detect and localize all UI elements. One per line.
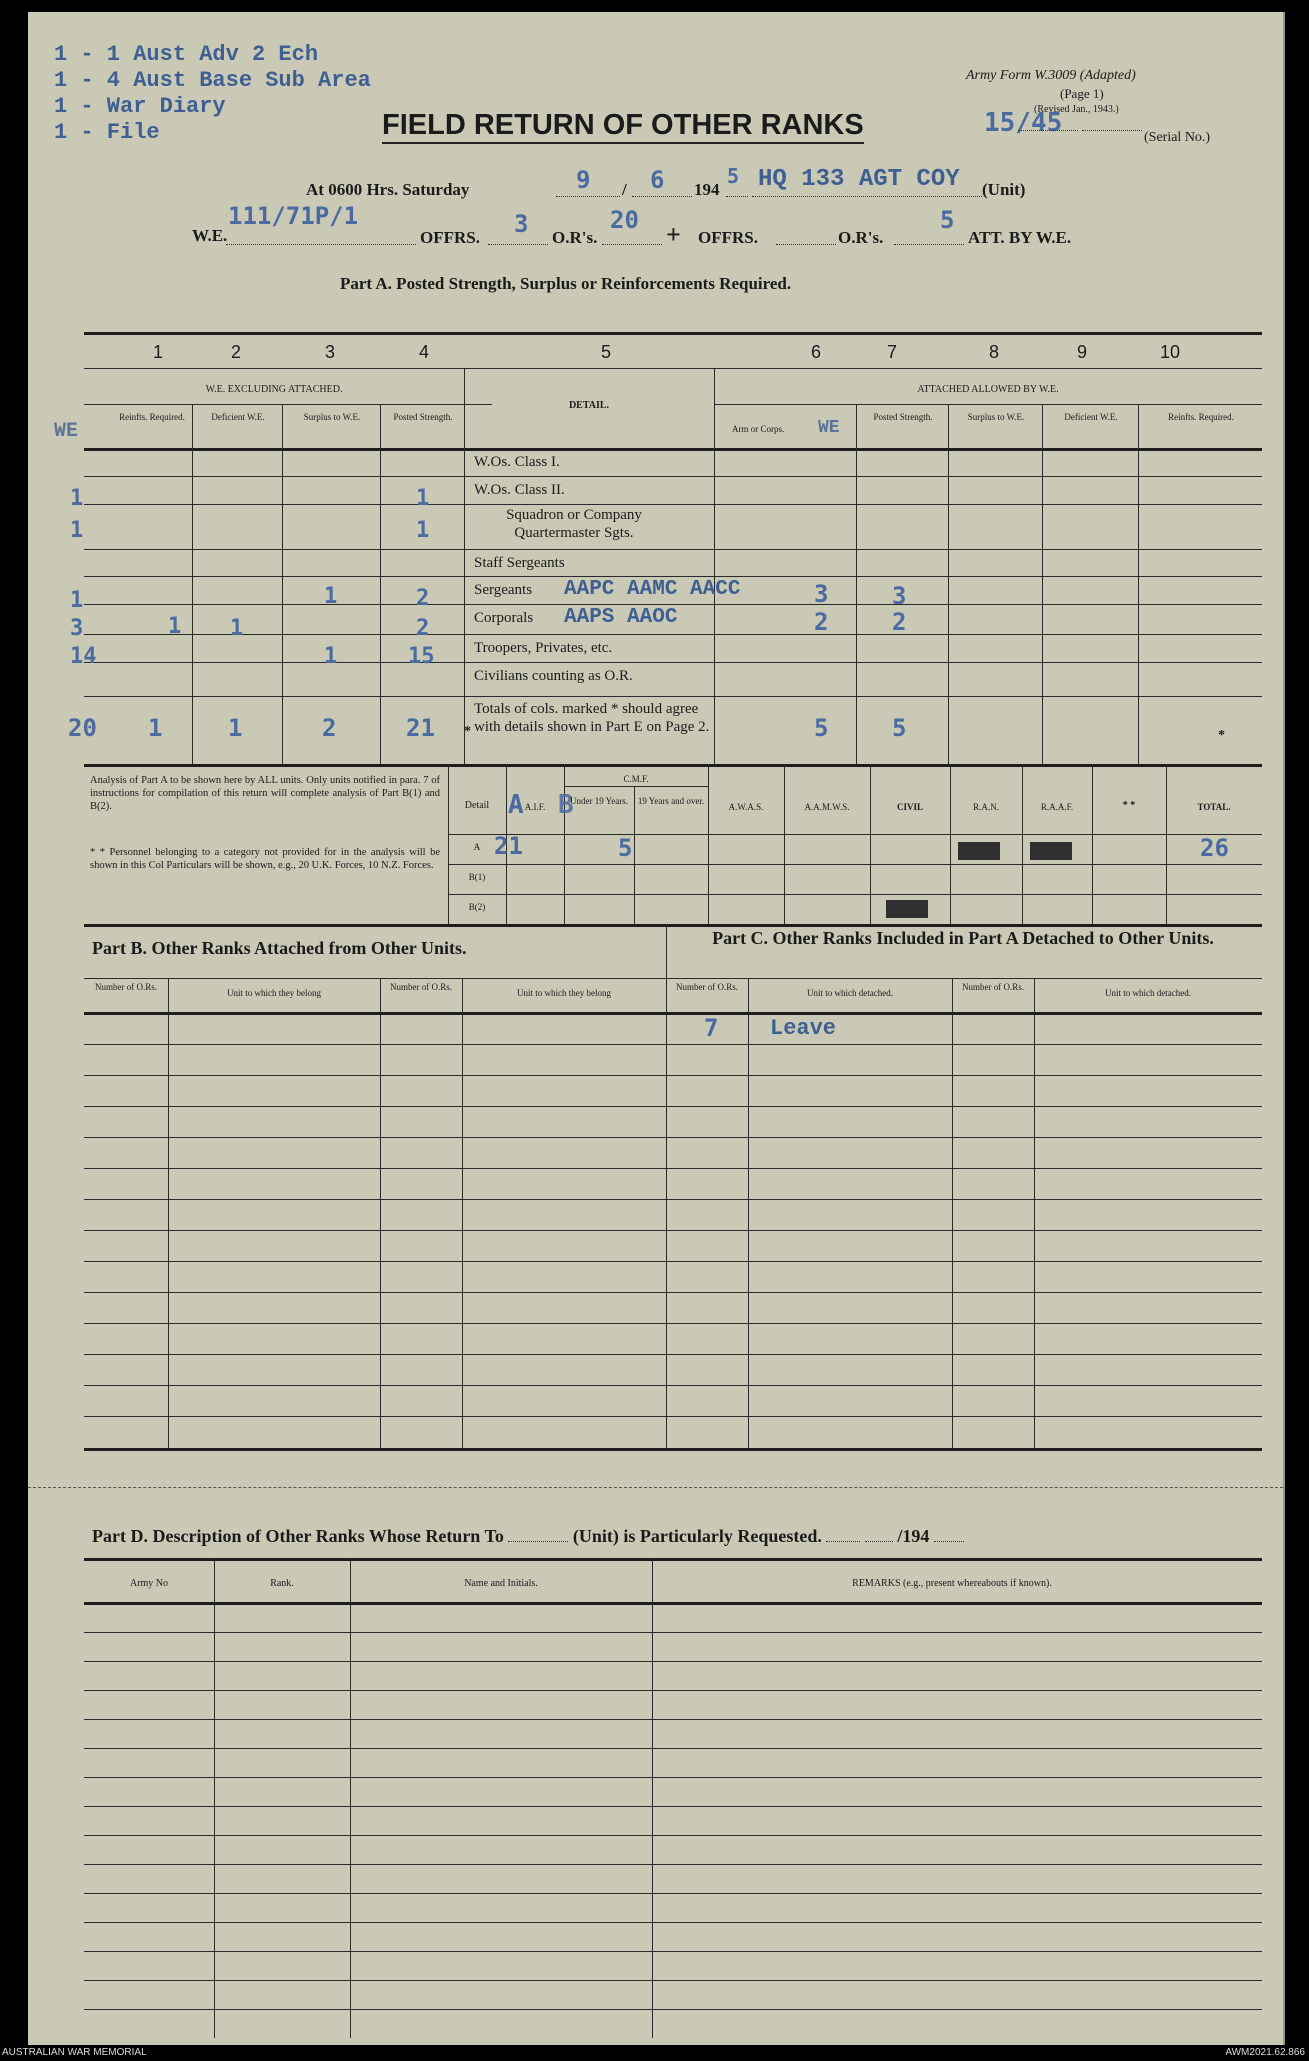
cell-value: 2 <box>814 608 829 636</box>
part-c-title: Part C. Other Ranks Included in Part A Detached to Other Units. <box>712 928 1214 948</box>
cell-value: 1 <box>70 518 84 543</box>
analysis-aamws-header: A.A.M.W.S. <box>804 802 850 812</box>
analysis-value: 21 <box>494 832 523 860</box>
cell-value: 1 <box>70 588 84 613</box>
month-value: 6 <box>650 166 665 194</box>
year-dots <box>726 196 748 197</box>
col-number: 9 <box>1076 342 1087 362</box>
analysis-value: 5 <box>618 834 633 862</box>
table-rule <box>714 404 1262 405</box>
part-d-header: REMARKS (e.g., present whereabouts if known). <box>852 1578 1052 1589</box>
part-c-header: Number of O.Rs. <box>676 982 738 992</box>
cell-value: 1 <box>324 584 338 609</box>
right-group-header: ATTACHED ALLOWED BY W.E. <box>917 384 1059 395</box>
table-rule <box>950 764 951 924</box>
tear-line <box>28 1487 1283 1488</box>
part-d-title <box>92 1526 964 1547</box>
table-rule <box>84 504 1262 505</box>
col-number: 5 <box>600 342 611 362</box>
table-rule <box>84 1661 1262 1662</box>
part-b-header: Number of O.Rs. <box>390 982 452 992</box>
attached-ors-dots <box>894 244 964 245</box>
arm-corps-value: AAPC AAMC AACC <box>564 578 741 601</box>
form-sheet: 1 - 1 Aust Adv 2 Ech 1 - 4 Aust Base Sub Area 1 - War Diary 1 - File Army Form W.3009 (Adapted) (Page 1) (Revised Jan., 1943.) 15/45 (Serial No.) FIELD RETURN OF OTHER RANKS At 0600 Hrs. Saturday 9 / 6 194 5 HQ 133 AGT COY (Unit) W.E. 111/71P/1 OFFRS. 3 O.R's. 20 + OFFRS. O.R's. 5 ATT. BY W.E. Part A. Posted Strength, Surplus or Reinforcements Required. 1 2 3 4 5 6 7 8 9 10 W.E. EXCLUDING ATTACHED. ATTACHED ALLOWED BY W.E. DETAIL. Reinfts. Required. Deficient W.E. Surplus to W.E. Posted Strength. WE Arm or Corps. WE Posted Strength. Surplus to W.E. Deficient W.E. Reinfts. Required. W.Os. Class I. W.Os. Class II. Squadron or Company Quartermaster Sgts. Staff Sergeants Sergeants Corporals Troopers, Privates, etc. Civilians counting as O.R. Totals of cols. marked * should agree with details shown in Part E on Page 2. * 1 1 1 1 1 1 2 AAPC AAMC AACC 3 3 3 1 1 2 AAPS AAOC 2 2 14 1 15 20 1 1 2 21 5 5 * Analysis of Part A to be shown here by ALL units. Only units notified in para. 7 of instructions for compilation of this return will complete analysis of Part B(1) and B(2). * * Personnel belonging to a category not provided for in the analysis will be shown in this Col Particulars will be shown, e.g., 20 U.K. Forces, 10 N.Z. Forces. Detail A A.I.F. B C.M.F. Under 19 Years. 19 Years and over. A.W.A.S. A.A.M.W.S. CIVIL R.A.N. R.A.A.F. * * TOTAL. A B(1) B(2) 21 5 26 Part B. Other Ranks Attached from Other Units. Part C. Other Ranks Included in Part A Detached to Other Units. Number of O.Rs. Unit to which they belong Number of O.Rs. Unit to which they belong Number of O.Rs. Unit to which detached. Number of O.Rs. Unit to which detached. 7 Leave Part D. Description of Other Ranks Whose Return To (Unit) is Particularly Requested. /194 Army No Rank. Name and Initials. REMARKS (e.g., present whereabouts if known). <box>28 12 1285 2045</box>
attached-ors-value: 5 <box>940 206 955 234</box>
attached-officers-label: OFFRS. <box>698 228 758 247</box>
analysis-total-header: TOTAL. <box>1197 802 1231 812</box>
distribution-list <box>54 42 371 146</box>
col-number: 3 <box>324 342 335 362</box>
table-rule <box>448 894 1262 895</box>
star-marker: * <box>464 724 471 739</box>
redaction-block <box>1030 842 1072 860</box>
table-rule <box>84 1106 1262 1107</box>
table-rule <box>1042 404 1043 764</box>
we-mark: WE <box>54 420 79 443</box>
table-rule <box>84 1075 1262 1076</box>
part-d-header: Name and Initials. <box>464 1578 538 1589</box>
cell-value: 1 <box>230 616 244 641</box>
part-c-header: Number of O.Rs. <box>962 982 1024 992</box>
table-rule <box>380 978 381 1448</box>
cell-value: 1 <box>416 518 430 543</box>
table-rule <box>708 764 709 924</box>
attached-ors-label: O.R's. <box>838 228 884 247</box>
table-rule <box>84 1137 1262 1138</box>
table-rule <box>84 1806 1262 1807</box>
unit-value: HQ 133 AGT COY <box>758 166 960 193</box>
detail-header: DETAIL. <box>568 400 610 411</box>
cell-value: 14 <box>70 644 97 669</box>
analysis-detail-header: Detail <box>464 800 490 811</box>
analysis-cmf-header: C.M.F. <box>623 774 649 784</box>
table-rule <box>84 696 1262 697</box>
serial-number-value: 15/45 <box>984 108 1063 138</box>
table-rule <box>84 1385 1262 1386</box>
detail-row-label: W.Os. Class II. <box>474 482 565 498</box>
distribution-item: 1 - File <box>54 120 160 145</box>
total-value: 1 <box>228 714 243 742</box>
table-rule <box>84 1719 1262 1720</box>
table-rule <box>652 1558 653 2038</box>
corps-mark: WE <box>818 418 840 438</box>
officers-dots <box>488 244 548 245</box>
table-rule <box>748 978 749 1448</box>
table-rule <box>84 1748 1262 1749</box>
part-c-number: 7 <box>704 1014 719 1042</box>
redaction-block <box>886 900 928 918</box>
cell-value: 2 <box>892 608 907 636</box>
table-rule <box>448 864 1262 865</box>
cell-value: 15 <box>408 644 435 669</box>
table-rule <box>84 1012 1262 1015</box>
table-rule <box>84 1835 1262 1836</box>
part-b-header: Unit to which they belong <box>227 988 321 998</box>
table-rule <box>462 978 463 1448</box>
analysis-a-mark: A <box>508 790 524 820</box>
table-rule <box>1138 404 1139 764</box>
header-arm-corps: Arm or Corps. <box>732 424 785 434</box>
table-rule <box>84 1922 1262 1923</box>
cell-value: 3 <box>892 582 907 610</box>
table-rule <box>84 634 1262 635</box>
table-rule <box>84 1044 1262 1045</box>
table-rule <box>84 1168 1262 1169</box>
table-rule <box>870 764 871 924</box>
detail-row-label: Troopers, Privates, etc. <box>474 640 613 656</box>
cell-value: 2 <box>416 586 430 611</box>
col-number: 2 <box>230 342 241 362</box>
we-label: W.E. <box>192 226 228 245</box>
page-title: FIELD RETURN OF OTHER RANKS <box>382 108 864 144</box>
total-value: 5 <box>814 714 829 742</box>
table-rule <box>1022 764 1023 924</box>
table-rule <box>84 1632 1262 1633</box>
table-rule <box>464 368 465 764</box>
total-value: 5 <box>892 714 907 742</box>
table-rule <box>84 1416 1262 1417</box>
table-rule <box>84 1893 1262 1894</box>
table-rule <box>84 332 1262 335</box>
header-reinfts-att: Reinfts. Required. <box>1168 412 1234 422</box>
serial-dots <box>1082 130 1142 131</box>
analysis-note: * * Personnel belonging to a category not provided for in the analysis will be shown in this Col Particulars will be shown, e.g., 20 U.K. Forces, 10 N.Z. Forces. <box>90 847 440 871</box>
table-rule <box>84 2009 1262 2010</box>
table-rule <box>84 368 1262 369</box>
analysis-row-label: B(1) <box>468 872 486 882</box>
part-a-title: Part A. Posted Strength, Surplus or Reinforcements Required. <box>340 274 792 293</box>
detail-row-label: Sergeants <box>474 582 533 598</box>
footer-left: AUSTRALIAN WAR MEMORIAL <box>2 2047 147 2058</box>
month-dots <box>632 196 692 197</box>
table-rule <box>168 978 169 1448</box>
table-rule <box>84 1864 1262 1865</box>
header-posted: Posted Strength. <box>393 412 453 422</box>
part-b-header: Unit to which they belong <box>517 988 611 998</box>
footer-right: AWM2021.62.866 <box>1225 2047 1305 2058</box>
table-rule <box>84 448 1262 451</box>
table-rule <box>84 1354 1262 1355</box>
part-b-header: Number of O.Rs. <box>95 982 157 992</box>
analysis-row-label: B(2) <box>468 902 486 912</box>
year-value: 5 <box>727 164 740 188</box>
table-rule <box>856 404 857 764</box>
analysis-civil-header: CIVIL <box>896 802 923 812</box>
header-reinfts: Reinfts. Required. <box>119 412 185 422</box>
table-rule <box>84 1602 1262 1605</box>
table-rule <box>380 404 381 764</box>
analysis-aif-header: A.I.F. <box>524 802 546 812</box>
other-ranks-dots <box>602 244 662 245</box>
table-rule <box>84 1951 1262 1952</box>
table-rule <box>714 368 715 764</box>
year-prefix: 194 <box>694 180 720 199</box>
table-rule <box>84 764 1262 767</box>
page-label: (Page 1) <box>1060 86 1104 101</box>
analysis-awas-header: A.W.A.S. <box>728 802 764 812</box>
at-line-prefix: At 0600 Hrs. Saturday <box>306 180 470 199</box>
analysis-other-header: * * <box>1122 800 1136 811</box>
total-value: 2 <box>322 714 337 742</box>
table-rule <box>634 786 635 924</box>
table-rule <box>84 1690 1262 1691</box>
cell-value: 1 <box>168 614 182 639</box>
plus-sign: + <box>666 220 681 249</box>
part-c-header: Unit to which detached. <box>1105 988 1191 998</box>
table-rule <box>952 978 953 1448</box>
cell-value: 3 <box>814 580 829 608</box>
detail-row-label: W.Os. Class I. <box>474 454 560 470</box>
table-rule <box>84 1230 1262 1231</box>
table-rule <box>84 549 1262 550</box>
analysis-over19-header: 19 Years and over. <box>637 796 705 806</box>
distribution-item: 1 - War Diary <box>54 94 226 119</box>
table-rule <box>84 978 1262 979</box>
table-rule <box>192 404 193 764</box>
analysis-note: Analysis of Part A to be shown here by ALL units. Only units notified in para. 7 of instructions for compilation of this return will complete analysis of Part B(1) and B(2). <box>90 775 440 812</box>
revised-label: (Revised Jan., 1943.) <box>1034 104 1119 115</box>
part-d-title-date: /194 <box>897 1526 930 1546</box>
table-rule <box>84 1323 1262 1324</box>
table-rule <box>1092 764 1093 924</box>
table-rule <box>214 1558 215 2038</box>
total-value: 1 <box>148 714 163 742</box>
col-number: 8 <box>988 342 999 362</box>
col-number: 10 <box>1159 342 1181 362</box>
cell-value: 1 <box>70 486 84 511</box>
table-rule <box>84 1261 1262 1262</box>
analysis-value: 26 <box>1200 834 1229 862</box>
total-value: 21 <box>406 714 435 742</box>
table-rule <box>564 786 708 787</box>
part-c-header: Unit to which detached. <box>807 988 893 998</box>
cell-value: 2 <box>416 616 430 641</box>
officers-value: 3 <box>514 210 529 238</box>
col-number: 6 <box>810 342 821 362</box>
detail-row-label: Squadron or Company Quartermaster Sgts. <box>506 507 642 541</box>
col-number: 1 <box>152 342 163 362</box>
detail-row-label: Staff Sergeants <box>474 555 565 571</box>
table-rule <box>84 662 1262 663</box>
analysis-under19-header: Under 19 Years. <box>570 796 628 806</box>
officers-label: OFFRS. <box>420 228 480 247</box>
analysis-ran-header: R.A.N. <box>973 802 999 812</box>
header-deficient-att: Deficient W.E. <box>1064 412 1118 422</box>
other-ranks-value: 20 <box>610 206 639 234</box>
unit-dots <box>752 196 982 197</box>
left-group-header: W.E. EXCLUDING ATTACHED. <box>205 384 343 395</box>
detail-row-label: Civilians counting as O.R. <box>474 668 633 684</box>
analysis-row-label: A <box>473 842 481 852</box>
table-rule <box>84 604 1262 605</box>
col-number: 4 <box>418 342 429 362</box>
header-posted-att: Posted Strength. <box>873 412 933 422</box>
star-marker: * <box>1218 728 1225 743</box>
part-c-unit: Leave <box>770 1016 837 1041</box>
header-surplus-att: Surplus to W.E. <box>967 412 1025 422</box>
table-rule <box>350 1558 351 2038</box>
day-value: 9 <box>576 166 591 194</box>
analysis-aif-mark: B <box>558 790 574 820</box>
total-value: 20 <box>68 714 97 742</box>
serial-label: (Serial No.) <box>1144 130 1211 145</box>
day-dots <box>556 196 620 197</box>
unit-label: (Unit) <box>982 180 1026 199</box>
attached-officers-dots <box>776 244 836 245</box>
table-rule <box>784 764 785 924</box>
table-rule <box>84 1980 1262 1981</box>
part-b-title: Part B. Other Ranks Attached from Other Units. <box>92 938 467 958</box>
analysis-raaf-header: R.A.A.F. <box>1040 802 1074 812</box>
table-rule <box>1034 978 1035 1448</box>
table-rule <box>448 834 1262 835</box>
detail-row-label: Corporals <box>474 610 534 626</box>
totals-label: Totals of cols. marked * should agree with details shown in Part E on Page 2. <box>474 701 710 735</box>
table-rule <box>84 1292 1262 1293</box>
header-deficient: Deficient W.E. <box>211 412 265 422</box>
table-rule <box>84 924 1262 927</box>
other-ranks-label: O.R's. <box>552 228 598 247</box>
arm-corps-value: AAPS AAOC <box>564 606 678 629</box>
army-form-label: Army Form W.3009 (Adapted) <box>966 68 1136 83</box>
table-rule <box>84 576 1262 577</box>
col-number: 7 <box>886 342 897 362</box>
table-rule <box>84 404 492 405</box>
table-rule <box>564 764 565 924</box>
table-rule <box>84 1558 1262 1561</box>
header-surplus: Surplus to W.E. <box>303 412 361 422</box>
part-d-title-text: Part D. Description of Other Ranks Whose Return To <box>92 1526 504 1546</box>
part-d-title-unit: (Unit) is Particularly Requested. <box>572 1526 822 1546</box>
table-rule <box>666 924 667 1448</box>
part-d-header: Rank. <box>270 1578 294 1589</box>
cell-value: 1 <box>416 486 430 511</box>
table-rule <box>84 1448 1262 1451</box>
table-rule <box>948 404 949 764</box>
cell-value: 3 <box>70 616 84 641</box>
serial-dots <box>1018 130 1078 131</box>
attached-by-we-label: ATT. BY W.E. <box>968 228 1072 247</box>
we-dots <box>226 244 416 245</box>
we-value: 111/71P/1 <box>228 202 359 230</box>
part-d-header: Army No <box>129 1578 169 1589</box>
redaction-block <box>958 842 1000 860</box>
cell-value: 1 <box>324 644 338 669</box>
table-rule <box>282 404 283 764</box>
table-rule <box>84 476 1262 477</box>
table-rule <box>1166 764 1167 924</box>
distribution-item: 1 - 1 Aust Adv 2 Ech <box>54 42 319 67</box>
table-rule <box>84 1777 1262 1778</box>
distribution-item: 1 - 4 Aust Base Sub Area <box>54 68 371 93</box>
table-rule <box>84 1199 1262 1200</box>
